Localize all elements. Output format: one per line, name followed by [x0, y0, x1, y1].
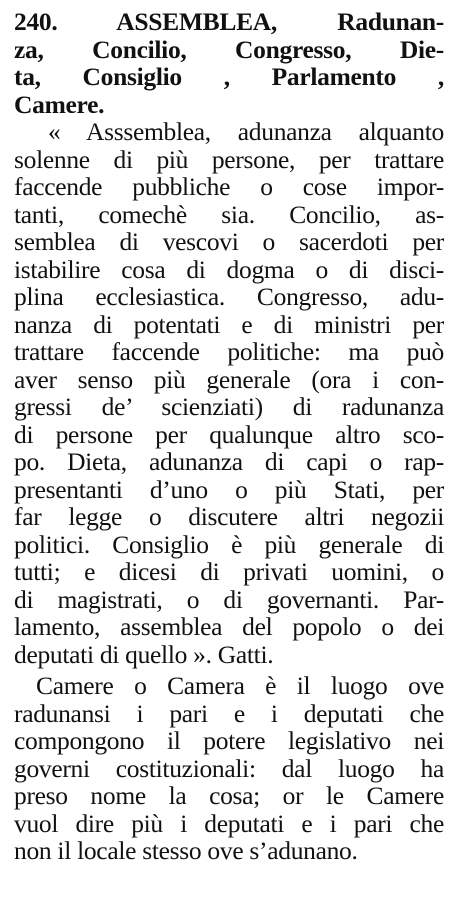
- text-line: preso nome la cosa; or le Camere: [14, 781, 444, 810]
- text-line: deputati di quello ». Gatti.: [14, 639, 274, 669]
- text-line: tanti, comechè sia. Concilio, as-: [14, 199, 444, 229]
- entry-heading: [14, 8, 444, 118]
- text-line: solenne di più persone, per trattare: [14, 144, 444, 174]
- paragraph-camere: [14, 672, 444, 865]
- text-line: lamento, assemblea del popolo o dei: [14, 612, 444, 641]
- text-line: trattare faccende politiche: ma può: [14, 337, 444, 366]
- text-line: presentanti d’uno o più Stati, per: [14, 474, 444, 504]
- text-line: gressi de’ scienziati) di radunanza: [14, 392, 444, 421]
- heading-line: za, Concilio, Congresso, Die-: [14, 34, 444, 64]
- text-line: plina ecclesiastica. Congresso, adu-: [14, 282, 444, 311]
- text-line: vuol dire più i deputati e i pari che: [14, 808, 444, 838]
- text-line: nanza di potentati e di ministri per: [14, 309, 444, 339]
- text-line: istabilire cosa di dogma o di disci-: [14, 254, 444, 284]
- text-line: semblea di vescovi o sacerdoti per: [14, 227, 444, 256]
- text-line: far legge o discutere altri negozii: [14, 502, 444, 531]
- text-line: governi costituzionali: dal luogo ha: [14, 753, 444, 783]
- paragraph-definitions: [14, 118, 444, 668]
- text-line: politici. Consiglio è più generale di: [14, 529, 444, 559]
- text-line: tutti; e dicesi di privati uomini, o: [14, 557, 444, 586]
- text-line: di magistrati, o di governanti. Par-: [14, 584, 444, 614]
- text-line: compongono il potere legislativo nei: [14, 726, 444, 755]
- heading-line: 240. ASSEMBLEA, Radunan-: [14, 7, 444, 36]
- text-line: radunansi i pari e i deputati che: [14, 698, 444, 728]
- text-line: « Asssemblea, adunanza alquanto: [48, 117, 444, 146]
- text-line: po. Dieta, adunanza di capi o rap-: [14, 447, 444, 476]
- text-line: faccende pubbliche o cose impor-: [14, 172, 444, 201]
- text-line: di persone per qualunque altro sco-: [14, 419, 444, 449]
- text-line: Camere o Camera è il luogo ove: [36, 671, 444, 700]
- text-line: aver senso più generale (ora i con-: [14, 364, 444, 394]
- text-line: non il locale stesso ove s’adunano.: [14, 836, 358, 865]
- dictionary-entry: [14, 8, 444, 865]
- heading-line: ta, Consiglio , Parlamento ,: [14, 62, 444, 91]
- heading-line: Camere.: [14, 89, 105, 119]
